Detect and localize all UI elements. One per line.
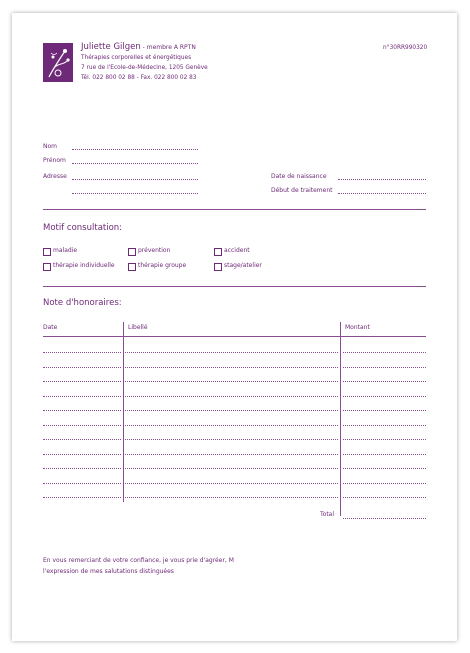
table-row-cell[interactable] — [343, 367, 426, 368]
column-header-date: Date — [43, 324, 58, 331]
practitioner-name — [81, 42, 196, 52]
adresse-field-line2[interactable] — [72, 193, 198, 194]
table-row-cell[interactable] — [125, 483, 338, 484]
total-label: Total — [320, 511, 335, 518]
table-header-rule — [43, 336, 426, 337]
checkbox-maladie[interactable] — [43, 248, 51, 256]
table-row-cell[interactable] — [43, 410, 121, 411]
table-row-cell[interactable] — [43, 396, 121, 397]
logo-icon — [43, 43, 73, 82]
date-naissance-label: Date de naissance — [271, 173, 327, 180]
debut-traitement-label: Début de traitement — [271, 187, 333, 194]
table-row-cell[interactable] — [43, 381, 121, 382]
table-row-cell[interactable] — [125, 367, 338, 368]
column-header-montant: Montant — [345, 324, 370, 331]
practitioner-address: 7 rue de l'Ecole-de-Médecine, 1205 Genève — [81, 65, 208, 71]
adresse-field[interactable] — [72, 179, 198, 180]
table-row-cell[interactable] — [343, 425, 426, 426]
table-row-cell[interactable] — [43, 468, 121, 469]
table-row-cell[interactable] — [125, 468, 338, 469]
column-header-libelle: Libellé — [128, 324, 148, 331]
option-label: stage/atelier — [224, 262, 262, 269]
table-row-cell[interactable] — [43, 454, 121, 455]
option-label: accident — [224, 247, 250, 254]
table-row-cell[interactable] — [125, 439, 338, 440]
closing-line-1: En vous remerciant de votre confiance, je vous prie d'agréer, M — [43, 557, 234, 564]
checkbox-therapie-groupe[interactable] — [128, 263, 136, 271]
table-row-cell[interactable] — [343, 410, 426, 411]
table-row-cell[interactable] — [125, 497, 338, 498]
table-row-cell[interactable] — [125, 454, 338, 455]
table-row-cell[interactable] — [343, 483, 426, 484]
divider — [43, 209, 426, 210]
table-row-cell[interactable] — [125, 396, 338, 397]
table-row-cell[interactable] — [343, 468, 426, 469]
table-row-cell[interactable] — [43, 425, 121, 426]
option-label: thérapie individuelle — [53, 262, 115, 269]
practitioner-phone: Tél. 022 800 02 88 - Fax. 022 800 02 83 — [81, 75, 197, 81]
table-row-cell[interactable] — [343, 396, 426, 397]
checkbox-accident[interactable] — [214, 248, 222, 256]
prenom-label: Prénom — [43, 157, 66, 164]
table-row-cell[interactable] — [343, 497, 426, 498]
table-row-cell[interactable] — [43, 352, 121, 353]
membership-text: - membre A RPTN — [140, 44, 196, 51]
option-label: thérapie groupe — [138, 262, 187, 269]
table-row-cell[interactable] — [125, 352, 338, 353]
option-label: prévention — [138, 247, 171, 254]
practitioner-subtitle: Thérapies corporelles et énergétiques — [81, 55, 192, 61]
invoice-sheet — [12, 13, 457, 641]
honoraires-title: Note d'honoraires: — [43, 298, 122, 308]
table-row-cell[interactable] — [43, 439, 121, 440]
closing-line-2: l'expression de mes salutations distinguées — [43, 568, 174, 575]
table-row-cell[interactable] — [343, 381, 426, 382]
divider — [43, 286, 426, 287]
table-row-cell[interactable] — [43, 367, 121, 368]
document-number: n°30RR990320 — [383, 45, 428, 51]
table-row-cell[interactable] — [343, 439, 426, 440]
table-row-cell[interactable] — [125, 410, 338, 411]
table-row-cell[interactable] — [43, 483, 121, 484]
adresse-label: Adresse — [43, 173, 67, 180]
table-row-cell[interactable] — [125, 381, 338, 382]
name-text: Juliette Gilgen — [81, 42, 141, 52]
table-row-cell[interactable] — [343, 454, 426, 455]
nom-label: Nom — [43, 143, 58, 150]
column-divider — [340, 322, 341, 516]
column-divider — [123, 322, 124, 502]
checkbox-stage-atelier[interactable] — [214, 263, 222, 271]
option-label: maladie — [53, 247, 78, 254]
checkbox-prevention[interactable] — [128, 248, 136, 256]
table-row-cell[interactable] — [43, 497, 121, 498]
prenom-field[interactable] — [72, 163, 198, 164]
motif-title: Motif consultation: — [43, 223, 123, 233]
nom-field[interactable] — [72, 149, 198, 150]
date-naissance-field[interactable] — [338, 179, 426, 180]
table-row-cell[interactable] — [343, 352, 426, 353]
checkbox-therapie-individuelle[interactable] — [43, 263, 51, 271]
total-field[interactable] — [343, 518, 426, 519]
debut-traitement-field[interactable] — [338, 193, 426, 194]
table-row-cell[interactable] — [125, 425, 338, 426]
